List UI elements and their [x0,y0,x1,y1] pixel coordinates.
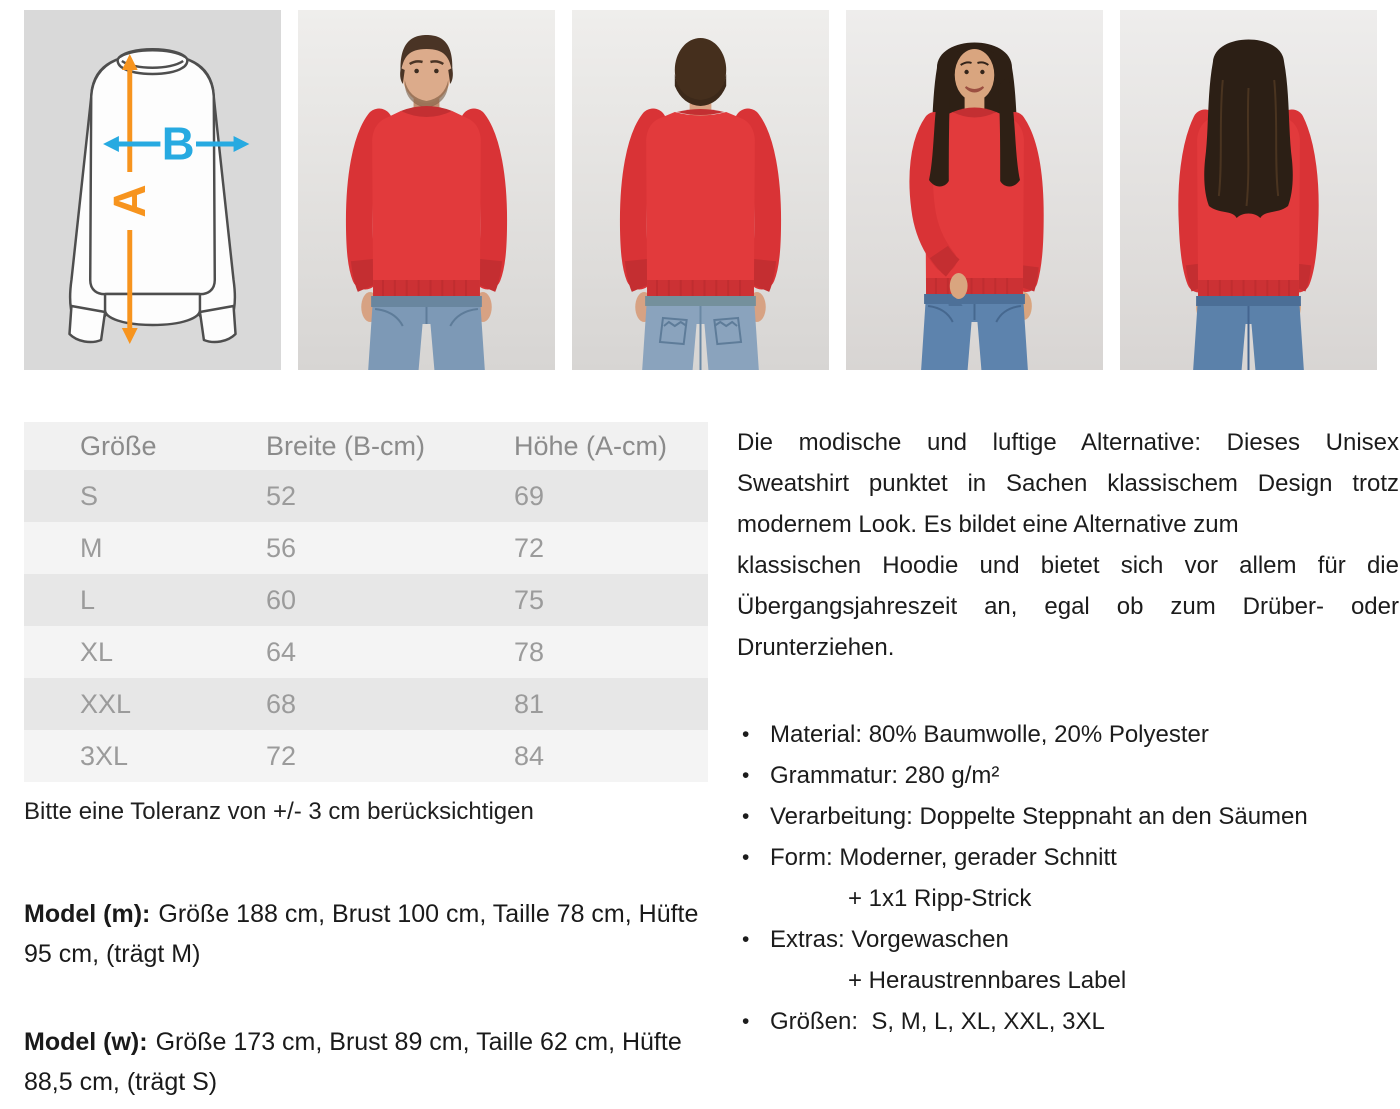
model-female-back-photo [1120,10,1377,370]
gallery-item-female-back[interactable] [1120,10,1377,370]
model-male-back-photo [572,10,829,370]
size-table-row-s: S 52 69 [24,470,708,522]
bullet-icon: • [742,764,750,787]
product-description-p1: Die modische und luftige Alternative: Dieses Unisex Sweatshirt punktet in Sachen klassischem Design trotz modernem Look. Es bildet eine Alternative zum [737,429,1399,538]
size-table-col-groesse: Größe [24,422,265,470]
size-table [24,422,708,782]
size-table-col-breite: Breite (B-cm) [265,422,513,470]
model-male-front-photo [298,10,555,370]
product-gallery [0,0,1400,370]
feature-form: • Form: Moderner, gerader Schnitt + 1x1 Ripp-Strick [737,837,1399,919]
feature-extras: • Extras: Vorgewaschen + Heraustrennbares Label [737,919,1399,1001]
size-table-row-l: L 60 75 [24,574,708,626]
diagram-label-a: A [104,184,156,218]
size-table-row-xxl: XXL 68 81 [24,678,708,730]
gallery-item-size-diagram[interactable] [24,10,281,370]
feature-extras-sub: + Heraustrennbares Label [848,967,1127,994]
model-w-details: Größe 173 cm, Brust 89 cm, Taille 62 cm, Hüfte 88,5 cm, (trägt S) [24,1028,682,1096]
feature-grammatur: • Grammatur: 280 g/m² [737,755,1399,796]
size-table-row-xl: XL 64 78 [24,626,708,678]
bullet-icon: • [742,805,750,828]
description-column [737,422,1399,1042]
gallery-item-male-back[interactable] [572,10,829,370]
feature-verarbeitung: • Verarbeitung: Doppelte Steppnaht an den Säumen [737,796,1399,837]
product-description-p2: klassischen Hoodie und bietet sich vor allem für die Übergangsjahreszeit an, egal ob zum Drüber- oder Drunterziehen. [737,552,1399,661]
feature-list [737,714,1399,1042]
model-m-label: Model (m): [24,900,151,928]
size-table-col-hoehe: Höhe (A-cm) [513,422,708,470]
diagram-label-b: B [161,118,195,170]
gallery-item-male-front[interactable] [298,10,555,370]
size-table-row-m: M 56 72 [24,522,708,574]
product-details-section [24,422,1400,1102]
size-table-header-row [24,422,708,470]
bullet-icon: • [742,846,750,869]
gallery-item-female-front[interactable] [846,10,1103,370]
size-info-column [24,422,708,1102]
bullet-icon: • [742,723,750,746]
feature-form-sub: + 1x1 Ripp-Strick [848,885,1032,912]
model-m-info [24,894,708,974]
model-w-info [24,1022,708,1102]
model-female-front-photo [846,10,1103,370]
tolerance-note: Bitte eine Toleranz von +/- 3 cm berücksichtigen [24,798,534,825]
feature-material: • Material: 80% Baumwolle, 20% Polyester [737,714,1399,755]
size-table-row-3xl: 3XL 72 84 [24,730,708,782]
model-w-label: Model (w): [24,1028,148,1056]
size-diagram-image [24,10,281,370]
feature-groessen: • Größen: S, M, L, XL, XXL, 3XL [737,1001,1399,1042]
bullet-icon: • [742,1010,750,1033]
model-m-details: Größe 188 cm, Brust 100 cm, Taille 78 cm, Hüfte 95 cm, (trägt M) [24,900,699,968]
bullet-icon: • [742,928,750,951]
